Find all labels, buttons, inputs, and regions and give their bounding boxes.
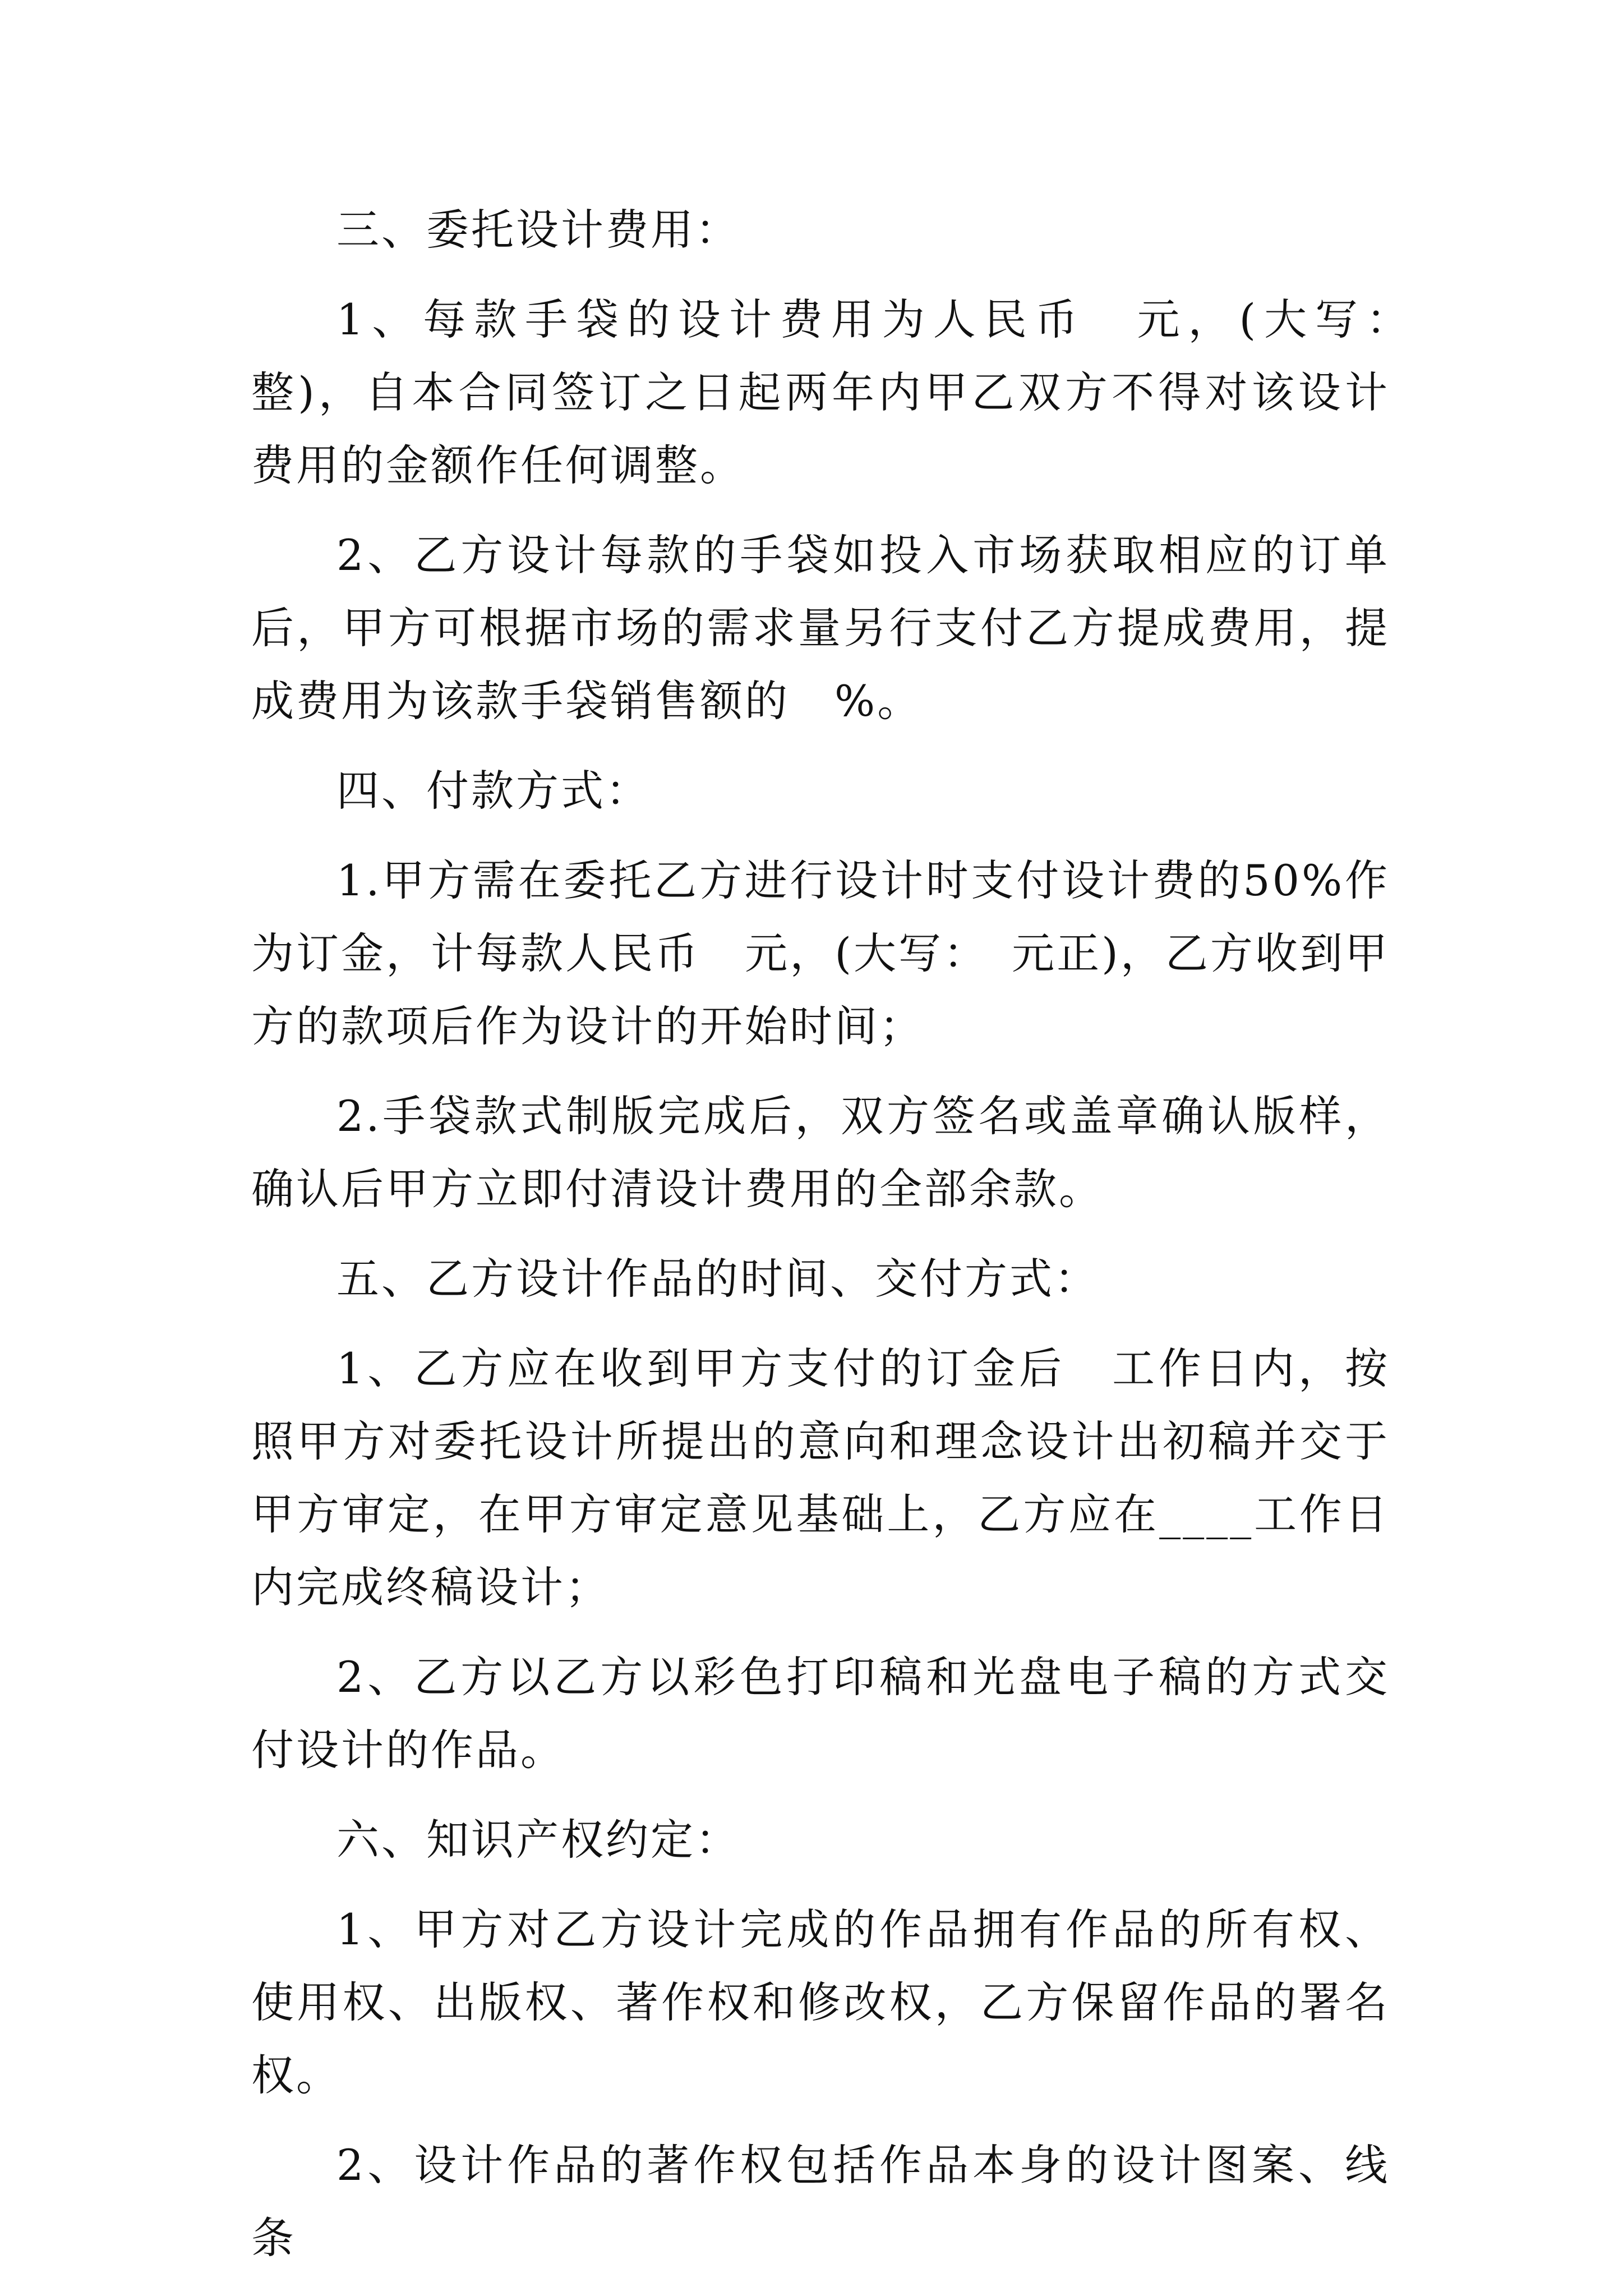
clause-commission: 2、乙方设计每款的手袋如投入市场获取相应的订单后，甲方可根据市场的需求量另行支付乙方提成费用，提成费用为该款手袋销售额的 %。 xyxy=(251,530,1390,726)
clause-ip-ownership: 1、甲方对乙方设计完成的作品拥有作品的所有权、使用权、出版权、著作权和修改权，乙方保留作品的署名权。 xyxy=(251,1904,1390,2100)
section-heading-payment: 四、付款方式： xyxy=(336,766,651,816)
clause-deposit: 1.甲方需在委托乙方进行设计时支付设计费的50%作为订金，计每款人民币 元，(大写： 元正)，乙方收到甲方的款项后作为设计的开始时间； xyxy=(251,855,1390,1051)
section-heading-ip: 六、知识产权约定： xyxy=(336,1815,740,1865)
clause-copyright-scope: 2、设计作品的著作权包括作品本身的设计图案、线条 xyxy=(251,2140,1390,2263)
clause-balance-payment: 2.手袋款式制版完成后，双方签名或盖章确认版样，确认后甲方立即付清设计费用的全部余款。 xyxy=(251,1091,1390,1214)
clause-delivery-format: 2、乙方以乙方以彩色打印稿和光盘电子稿的方式交付设计的作品。 xyxy=(251,1652,1390,1775)
document-page xyxy=(251,194,1435,2292)
clause-design-fee-amount: 1、每款手袋的设计费用为人民币 元，(大写： 整)，自本合同签订之日起两年内甲乙双方不得对该设计费用的金额作任何调整。 xyxy=(251,295,1435,490)
clause-delivery-schedule: 1、乙方应在收到甲方支付的订金后 工作日内，按照甲方对委托设计所提出的意向和理念设计出初稿并交于甲方审定，在甲方审定意见基础上，乙方应在____工作日内完成终稿设计； xyxy=(251,1343,1390,1612)
section-heading-design-fee: 三、委托设计费用： xyxy=(336,205,740,255)
section-heading-delivery: 五、乙方设计作品的时间、交付方式： xyxy=(336,1254,1099,1304)
